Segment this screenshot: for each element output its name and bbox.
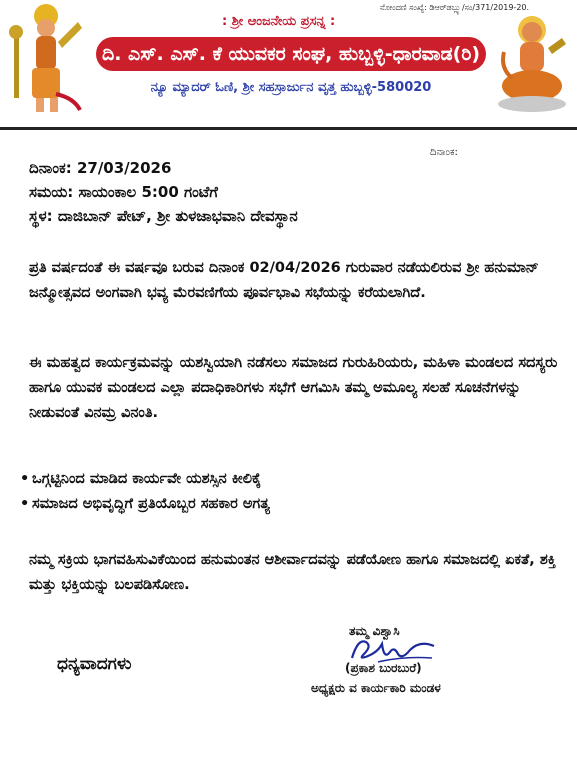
header-divider [0,127,577,130]
meeting-time: ಸಮಯ: ಸಾಯಂಕಾಲ 5:00 ಗಂಟೆಗೆ [29,183,218,201]
slogan-text: ಒಗ್ಗಟ್ಟಿನಿಂದ ಮಾಡಿದ ಕಾರ್ಯವೇ ಯಶಸ್ಸಿನ ಕೀಲಿಕೈ [32,471,262,487]
list-item [20,492,560,517]
yours-faithfully: ತಮ್ಮ ವಿಶ್ವಾಸಿ [349,624,400,638]
bullet-icon: • [20,471,30,487]
paragraph-announcement: ಪ್ರತಿ ವರ್ಷದಂತೆ ಈ ವರ್ಷವೂ ಬರುವ ದಿನಾಂಕ 02/04/2026 ಗುರುವಾರ ನಡೆಯಲಿರುವ ಶ್ರೀ ಹನುಮಾನ್ ಜನ್ಮೋತ್ಸವದ ಅಂಗವಾಗಿ ಭವ್ಯ ಮೆರವಣಿಗೆಯ ಪೂರ್ವಭಾವಿ ಸಭೆಯನ್ನು ಕರೆಯಲಾಗಿದೆ. [29,260,539,301]
paragraph-blessing: ನಮ್ಮ ಸಕ್ರಿಯ ಭಾಗವಹಿಸುವಿಕೆಯಿಂದ ಹನುಮಂತನ ಆಶೀರ್ವಾದವನ್ನು ಪಡೆಯೋಣ ಹಾಗೂ ಸಮಾಜದಲ್ಲಿ ಏಕತೆ, ಶಕ್ತಿ ಮತ್ತು ಭಕ್ತಿಯನ್ನು ಬಲಪಡಿಸೋಣ. [29,552,556,593]
slogan-text: ಸಮಾಜದ ಅಭಿವೃದ್ಧಿಗೆ ಪ್ರತಿಯೊಬ್ಬರ ಸಹಕಾರ ಅಗತ್ಯ [32,496,270,512]
registration-number: ನೋಂದಣಿ ಸಂಖ್ಯೆ: ಡಿಆರ್‌ಡಬ್ಲ್ಯು/ಸಂ/371/2019-20. [380,3,530,12]
signer-designation: ಅಧ್ಯಕ್ಷರು ವ ಕಾರ್ಯಕಾರಿ ಮಂಡಳ [311,681,441,695]
organization-address: ನ್ಯೂ ಮ್ಯಾದರ್ ಓಣಿ, ಶ್ರೀ ಸಹಸ್ರಾರ್ಜುನ ವೃತ್ತ ಹುಬ್ಬಳ್ಳಿ-580020 [150,80,432,95]
organization-name: ದಿ. ಎಸ್. ಎಸ್. ಕೆ ಯುವಕರ ಸಂಘ, ಹುಬ್ಬಳ್ಳಿ-ಧಾರವಾಡ(ರಿ) [101,43,481,65]
bullet-icon: • [20,496,30,512]
paragraph-invitation: ಈ ಮಹತ್ವದ ಕಾರ್ಯಕ್ರಮವನ್ನು ಯಶಸ್ವಿಯಾಗಿ ನಡೆಸಲು ಸಮಾಜದ ಗುರುಹಿರಿಯರು, ಮಹಿಳಾ ಮಂಡಲದ ಸದಸ್ಯರು ಹಾಗೂ ಯುವಕ ಮಂಡಲದ ಎಲ್ಲಾ ಪದಾಧಿಕಾರಿಗಳು ಸಭೆಗೆ ಆಗಮಿಸಿ ತಮ್ಮ ಅಮೂಲ್ಯ ಸಲಹೆ ಸೂಚನೆಗಳನ್ನು ನೀಡುವಂತೆ ವಿನಮ್ರ ವಿನಂತಿ. [29,355,558,421]
list-item [20,467,560,492]
deity-invocation: : ಶ್ರೀ ಆಂಜನೇಯ ಪ್ರಸನ್ನ : [222,14,336,29]
organization-banner [96,37,486,71]
letterhead [0,0,577,130]
deity-figure-right-image [492,8,572,116]
date-field-label: ದಿನಾಂಕ: [430,147,458,158]
closing-thanks: ಧನ್ಯವಾದಗಳು [57,654,132,674]
meeting-venue: ಸ್ಥಳ: ದಾಜಿಬಾನ್ ಪೇಟ್, ಶ್ರೀ ತುಳಜಾಭವಾನಿ ದೇವಸ್ಥಾನ [29,207,298,225]
deity-figure-left-image [6,2,88,114]
signer-name: (ಪ್ರಕಾಶ ಬುರಬುರೆ) [345,661,422,675]
slogan-list [20,467,560,517]
meeting-date: ದಿನಾಂಕ: 27/03/2026 [29,159,172,177]
